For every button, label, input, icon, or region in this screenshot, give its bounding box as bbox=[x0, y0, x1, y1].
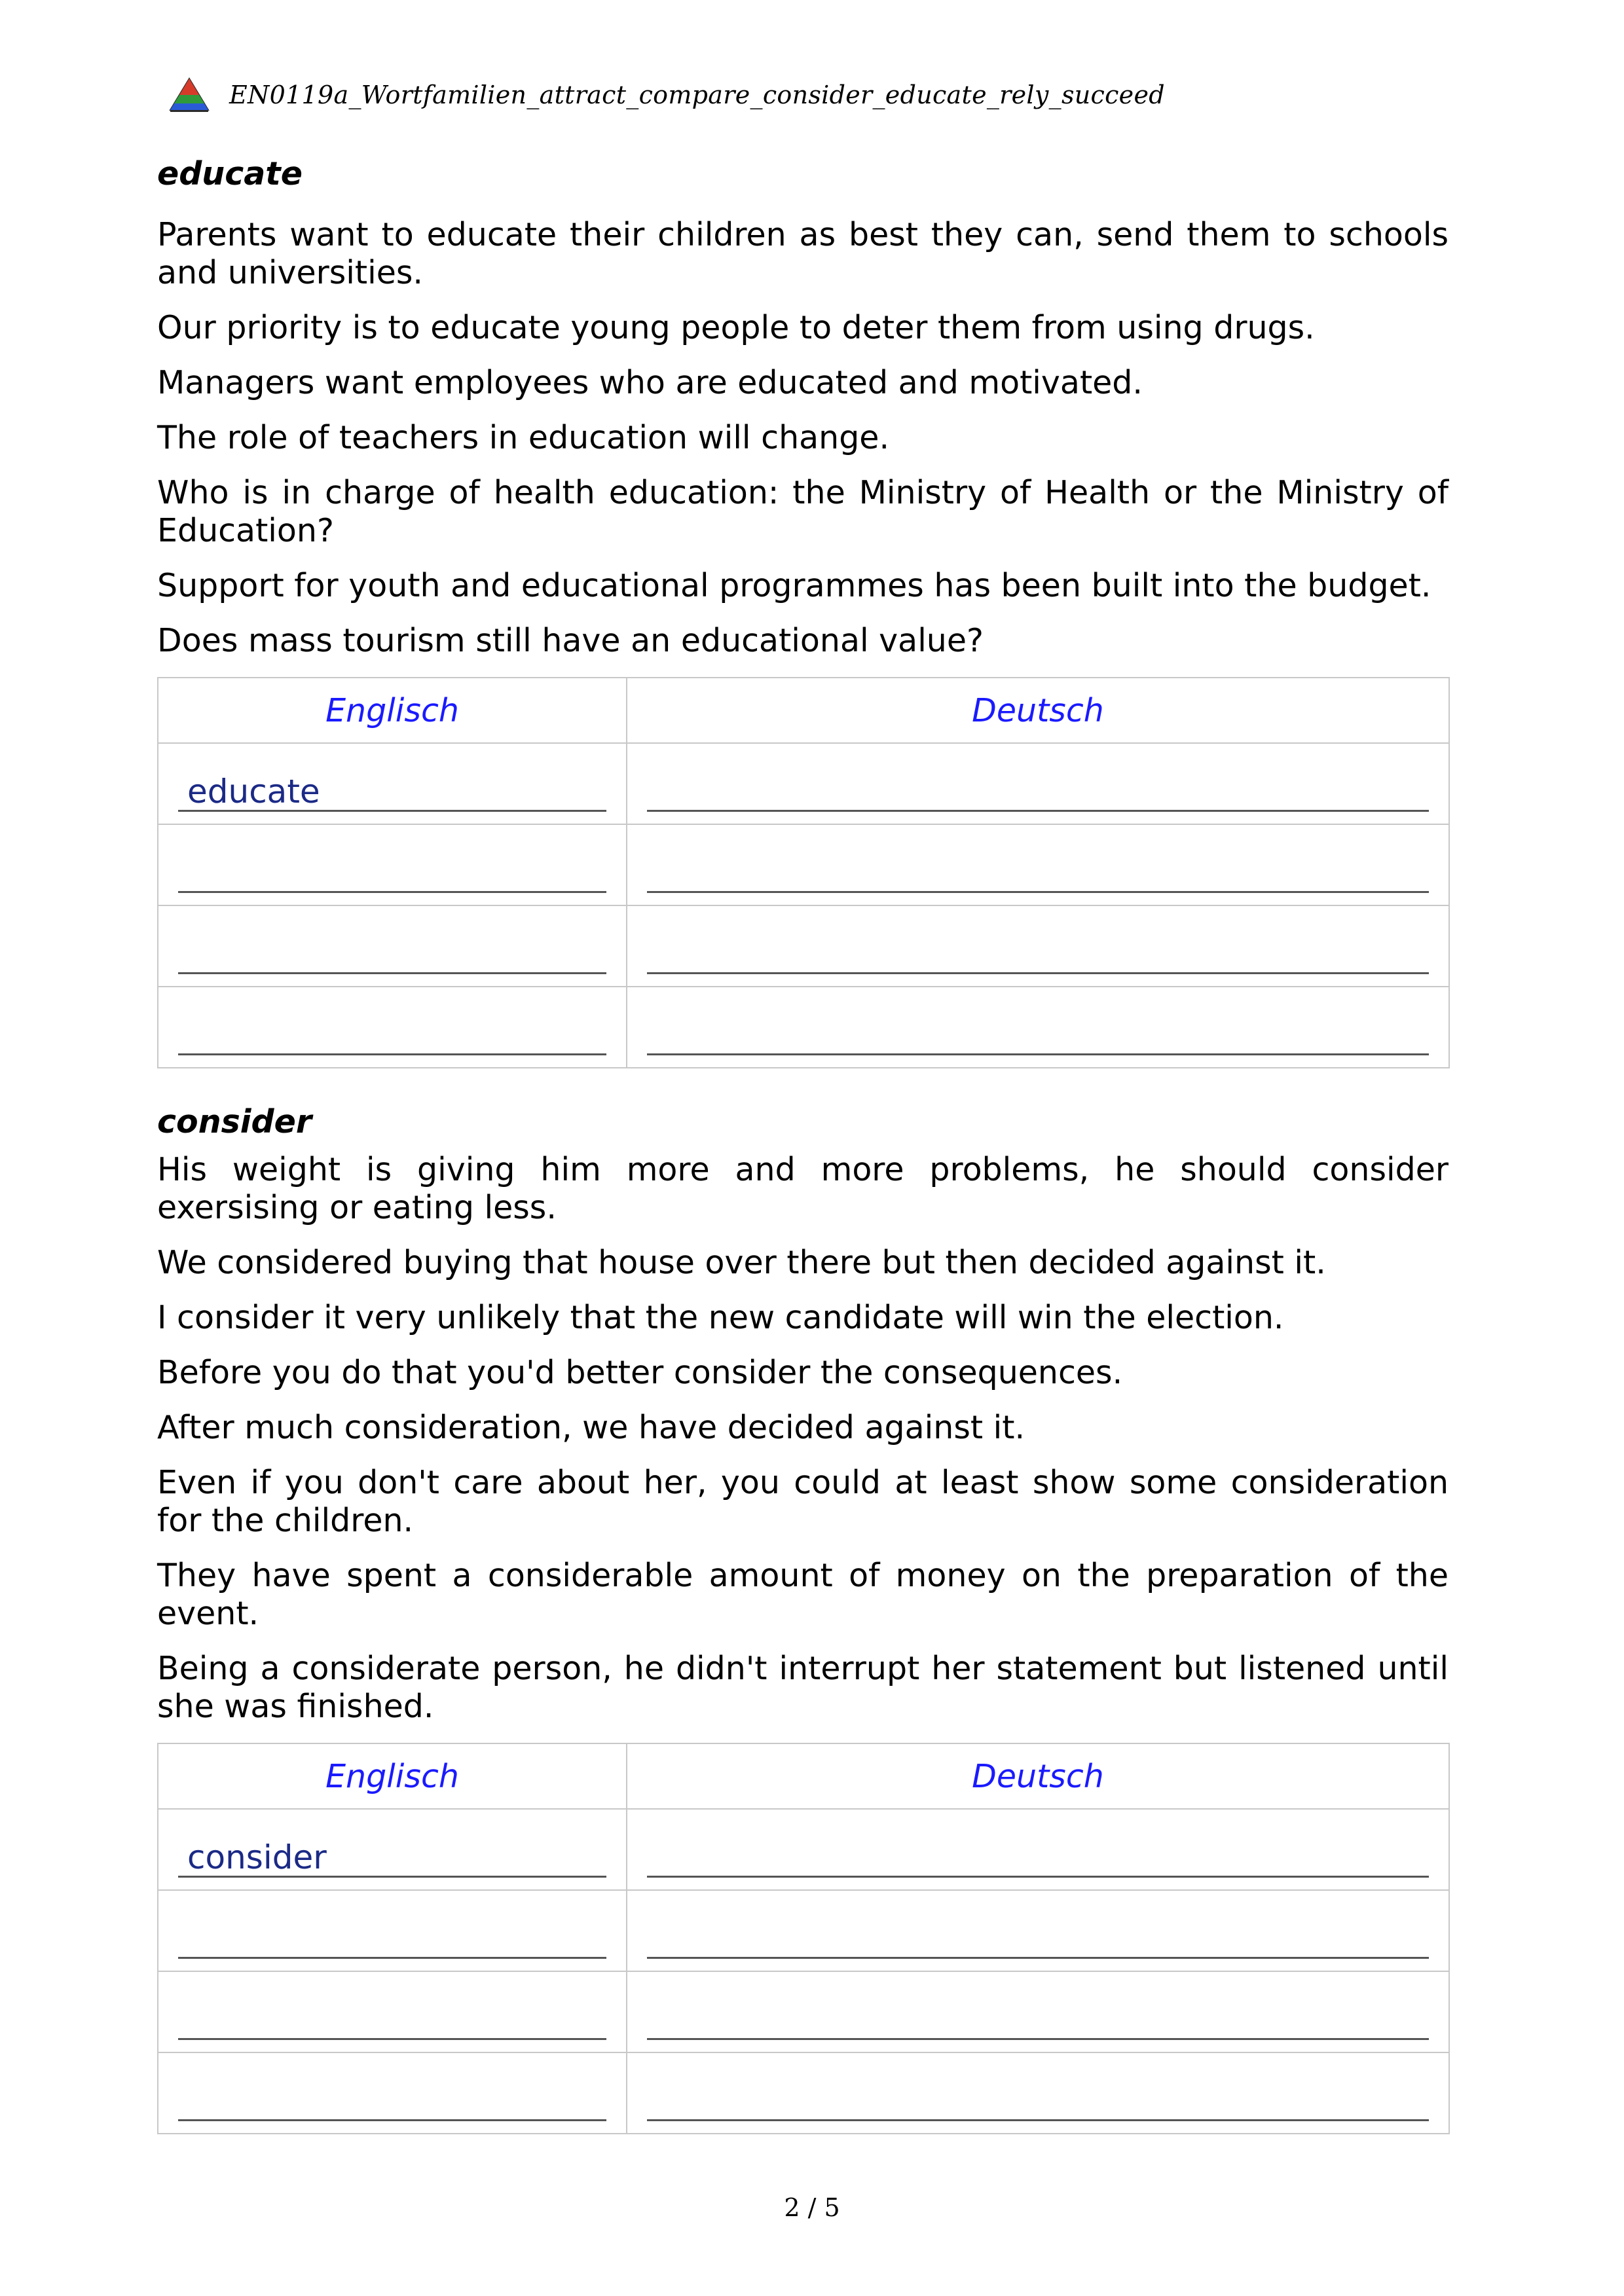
answer-line bbox=[647, 891, 1429, 893]
german-answer-cell[interactable] bbox=[627, 824, 1449, 905]
german-answer-cell[interactable] bbox=[627, 987, 1449, 1068]
german-answer-cell[interactable] bbox=[627, 743, 1449, 824]
example-sentence: Managers want employees who are educated and motivated. bbox=[157, 364, 1143, 401]
answer-line bbox=[647, 810, 1429, 812]
answer-line bbox=[178, 1053, 606, 1055]
example-sentence: Even if you don't care about her, you could at least show some consideration for the children. bbox=[157, 1464, 1449, 1539]
mountain-logo-icon bbox=[169, 77, 210, 113]
english-answer-cell[interactable] bbox=[158, 1890, 627, 1971]
table-row bbox=[158, 1809, 1449, 1890]
vocab-table-consider bbox=[157, 1743, 1450, 2134]
german-answer-cell[interactable] bbox=[627, 2052, 1449, 2134]
table-row bbox=[158, 2052, 1449, 2134]
section-title-educate: educate bbox=[157, 155, 303, 192]
table-row bbox=[158, 824, 1449, 905]
example-sentence: Parents want to educate their children as best they can, send them to schools and universities. bbox=[157, 216, 1449, 291]
answer-line bbox=[178, 2038, 606, 2040]
example-sentence: Before you do that you'd better consider the consequences. bbox=[157, 1354, 1123, 1391]
answer-line bbox=[178, 972, 606, 974]
example-sentence: Support for youth and educational programmes has been built into the budget. bbox=[157, 567, 1431, 604]
german-answer-cell[interactable] bbox=[627, 1809, 1449, 1890]
table-header-row bbox=[158, 1743, 1449, 1809]
table-header-row bbox=[158, 678, 1449, 743]
column-header-german: Deutsch bbox=[627, 678, 1449, 743]
column-header-english: Englisch bbox=[158, 678, 627, 743]
answer-line bbox=[178, 2119, 606, 2121]
worksheet-content bbox=[157, 151, 1449, 2134]
example-sentence: I consider it very unlikely that the new candidate will win the election. bbox=[157, 1299, 1284, 1336]
german-answer-cell[interactable] bbox=[627, 1971, 1449, 2052]
table-row bbox=[158, 743, 1449, 824]
english-answer-cell[interactable] bbox=[158, 743, 627, 824]
english-answer-cell[interactable] bbox=[158, 905, 627, 987]
english-answer-cell[interactable] bbox=[158, 824, 627, 905]
page-header bbox=[169, 73, 1165, 117]
document-title: EN0119a_Wortfamilien_attract_compare_consider_educate_rely_succeed bbox=[229, 81, 1165, 109]
handwritten-entry: consider bbox=[187, 1838, 327, 1876]
vocab-table-educate bbox=[157, 677, 1450, 1068]
example-sentence: After much consideration, we have decided against it. bbox=[157, 1409, 1025, 1446]
example-sentence: Being a considerate person, he didn't interrupt her statement but listened until she was finished. bbox=[157, 1650, 1449, 1725]
answer-line bbox=[178, 810, 606, 812]
example-sentence: The role of teachers in education will change. bbox=[157, 419, 890, 456]
column-header-german: Deutsch bbox=[627, 1743, 1449, 1809]
example-sentence: We considered buying that house over there but then decided against it. bbox=[157, 1244, 1326, 1281]
german-answer-cell[interactable] bbox=[627, 905, 1449, 987]
answer-line bbox=[178, 1957, 606, 1959]
answer-line bbox=[647, 1053, 1429, 1055]
column-header-english: Englisch bbox=[158, 1743, 627, 1809]
table-row bbox=[158, 905, 1449, 987]
english-answer-cell[interactable] bbox=[158, 2052, 627, 2134]
handwritten-entry: educate bbox=[187, 773, 320, 811]
example-sentence: Who is in charge of health education: the Ministry of Health or the Ministry of Education? bbox=[157, 474, 1449, 549]
answer-line bbox=[647, 1876, 1429, 1878]
example-sentence: Our priority is to educate young people to deter them from using drugs. bbox=[157, 309, 1315, 346]
section-title-consider: consider bbox=[157, 1103, 312, 1140]
answer-line bbox=[647, 2119, 1429, 2121]
answer-line bbox=[647, 972, 1429, 974]
answer-line bbox=[647, 2038, 1429, 2040]
english-answer-cell[interactable] bbox=[158, 1971, 627, 2052]
example-sentence: His weight is giving him more and more problems, he should consider exersising or eating less. bbox=[157, 1151, 1449, 1226]
page-number: 2 / 5 bbox=[784, 2193, 840, 2222]
answer-line bbox=[178, 1876, 606, 1878]
table-row bbox=[158, 1890, 1449, 1971]
table-row bbox=[158, 1971, 1449, 2052]
example-sentence: They have spent a considerable amount of money on the preparation of the event. bbox=[157, 1557, 1449, 1632]
answer-line bbox=[178, 891, 606, 893]
german-answer-cell[interactable] bbox=[627, 1890, 1449, 1971]
english-answer-cell[interactable] bbox=[158, 1809, 627, 1890]
example-sentence: Does mass tourism still have an educational value? bbox=[157, 622, 984, 659]
answer-line bbox=[647, 1957, 1429, 1959]
table-row bbox=[158, 987, 1449, 1068]
english-answer-cell[interactable] bbox=[158, 987, 627, 1068]
